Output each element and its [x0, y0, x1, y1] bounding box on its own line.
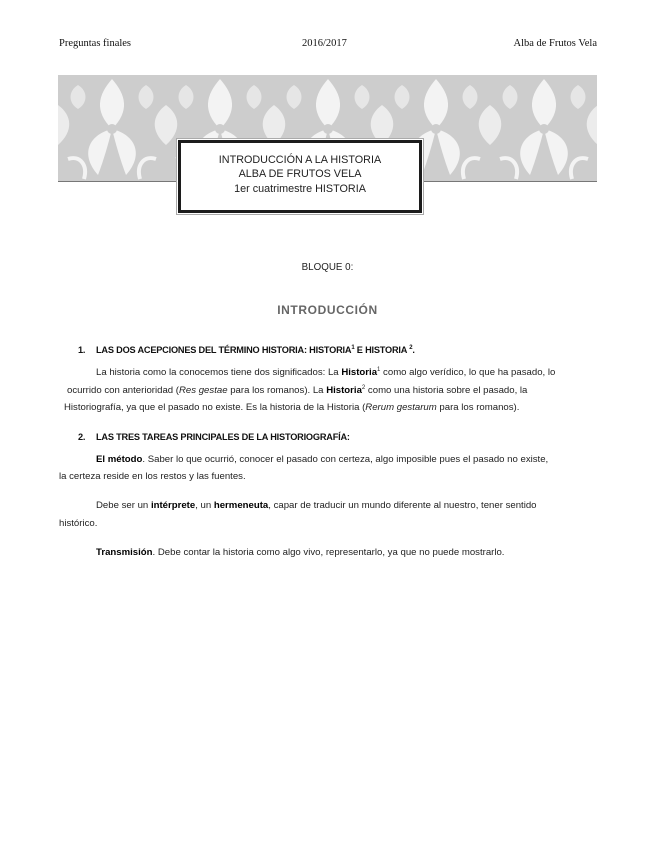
metodo-line-1	[96, 455, 548, 466]
section-1-title-c: .	[412, 345, 415, 355]
section-1-title-a: LAS DOS ACEPCIONES DEL TÉRMINO HISTORIA: HISTORIA	[96, 345, 352, 355]
italic-term: Res gestae	[179, 385, 228, 396]
text-run: La historia como la conocemos tiene dos significados: La	[96, 367, 342, 378]
text-run: Historiografía, ya que el pasado no existe. Es la historia de la Historia (	[64, 402, 366, 413]
bold-term: Historia	[341, 367, 378, 378]
text-run: como una historia sobre el pasado, la	[365, 385, 528, 396]
text-run: Debe ser un	[96, 500, 151, 511]
section-2-heading	[78, 432, 350, 442]
section-1-heading	[78, 345, 415, 355]
section-1-sup-b: 2	[409, 344, 413, 351]
text-run: para los romanos).	[436, 402, 520, 413]
transmision-line	[96, 548, 504, 559]
text-run: como algo verídico, lo que ha pasado, lo	[380, 367, 556, 378]
bloque-label: BLOQUE 0:	[301, 262, 354, 273]
text-run: , capar de traducir un mundo diferente al nuestro, tener sentido	[268, 500, 537, 511]
section-1-title-b: E HISTORIA	[354, 345, 410, 355]
text-run: . Saber lo que ocurrió, conocer el pasado con certeza, algo imposible pues el pasado no existe,	[142, 454, 549, 465]
text-run: para los romanos). La	[227, 385, 327, 396]
section-1-number: 1.	[78, 345, 86, 355]
section-1-sup-a: 1	[351, 344, 355, 351]
bold-term: hermeneuta	[213, 500, 269, 511]
header-center: 2016/2017	[302, 38, 347, 49]
italic-term: Rerum gestarum	[365, 402, 437, 413]
section-2-number: 2.	[78, 432, 86, 442]
superscript: 2	[361, 384, 366, 391]
header-right: Alba de Frutos Vela	[513, 38, 597, 49]
title-line-3: 1er cuatrimestre HISTORIA	[234, 183, 366, 195]
bold-term: intérprete	[150, 500, 196, 511]
text-run: . Debe contar la historia como algo vivo, representarlo, ya que no puede mostrarlo.	[152, 547, 505, 558]
bold-term: Transmisión	[96, 547, 153, 558]
text-run: , un	[195, 500, 214, 511]
metodo-line-2: la certeza reside en los restos y las fuentes.	[59, 471, 246, 482]
section-2-title: LAS TRES TAREAS PRINCIPALES DE LA HISTORIOGRAFÍA:	[96, 432, 350, 442]
section-heading: INTRODUCCIÓN	[277, 303, 378, 317]
bold-term: El método	[96, 454, 143, 465]
section-1-paragraph-line-2	[67, 386, 527, 397]
title-box	[178, 140, 422, 213]
title-line-2: ALBA DE FRUTOS VELA	[238, 168, 362, 180]
section-1-paragraph-line-3	[64, 403, 519, 414]
interprete-line-2: histórico.	[59, 518, 98, 529]
interprete-line-1	[96, 501, 537, 512]
text-run: ocurrido con anterioridad (	[67, 385, 179, 396]
bold-term: Historia	[326, 385, 362, 396]
superscript: 1	[377, 366, 381, 373]
title-line-1: INTRODUCCIÓN A LA HISTORIA	[218, 154, 382, 166]
section-1-paragraph-line-1	[96, 368, 555, 379]
header-left: Preguntas finales	[59, 38, 132, 49]
